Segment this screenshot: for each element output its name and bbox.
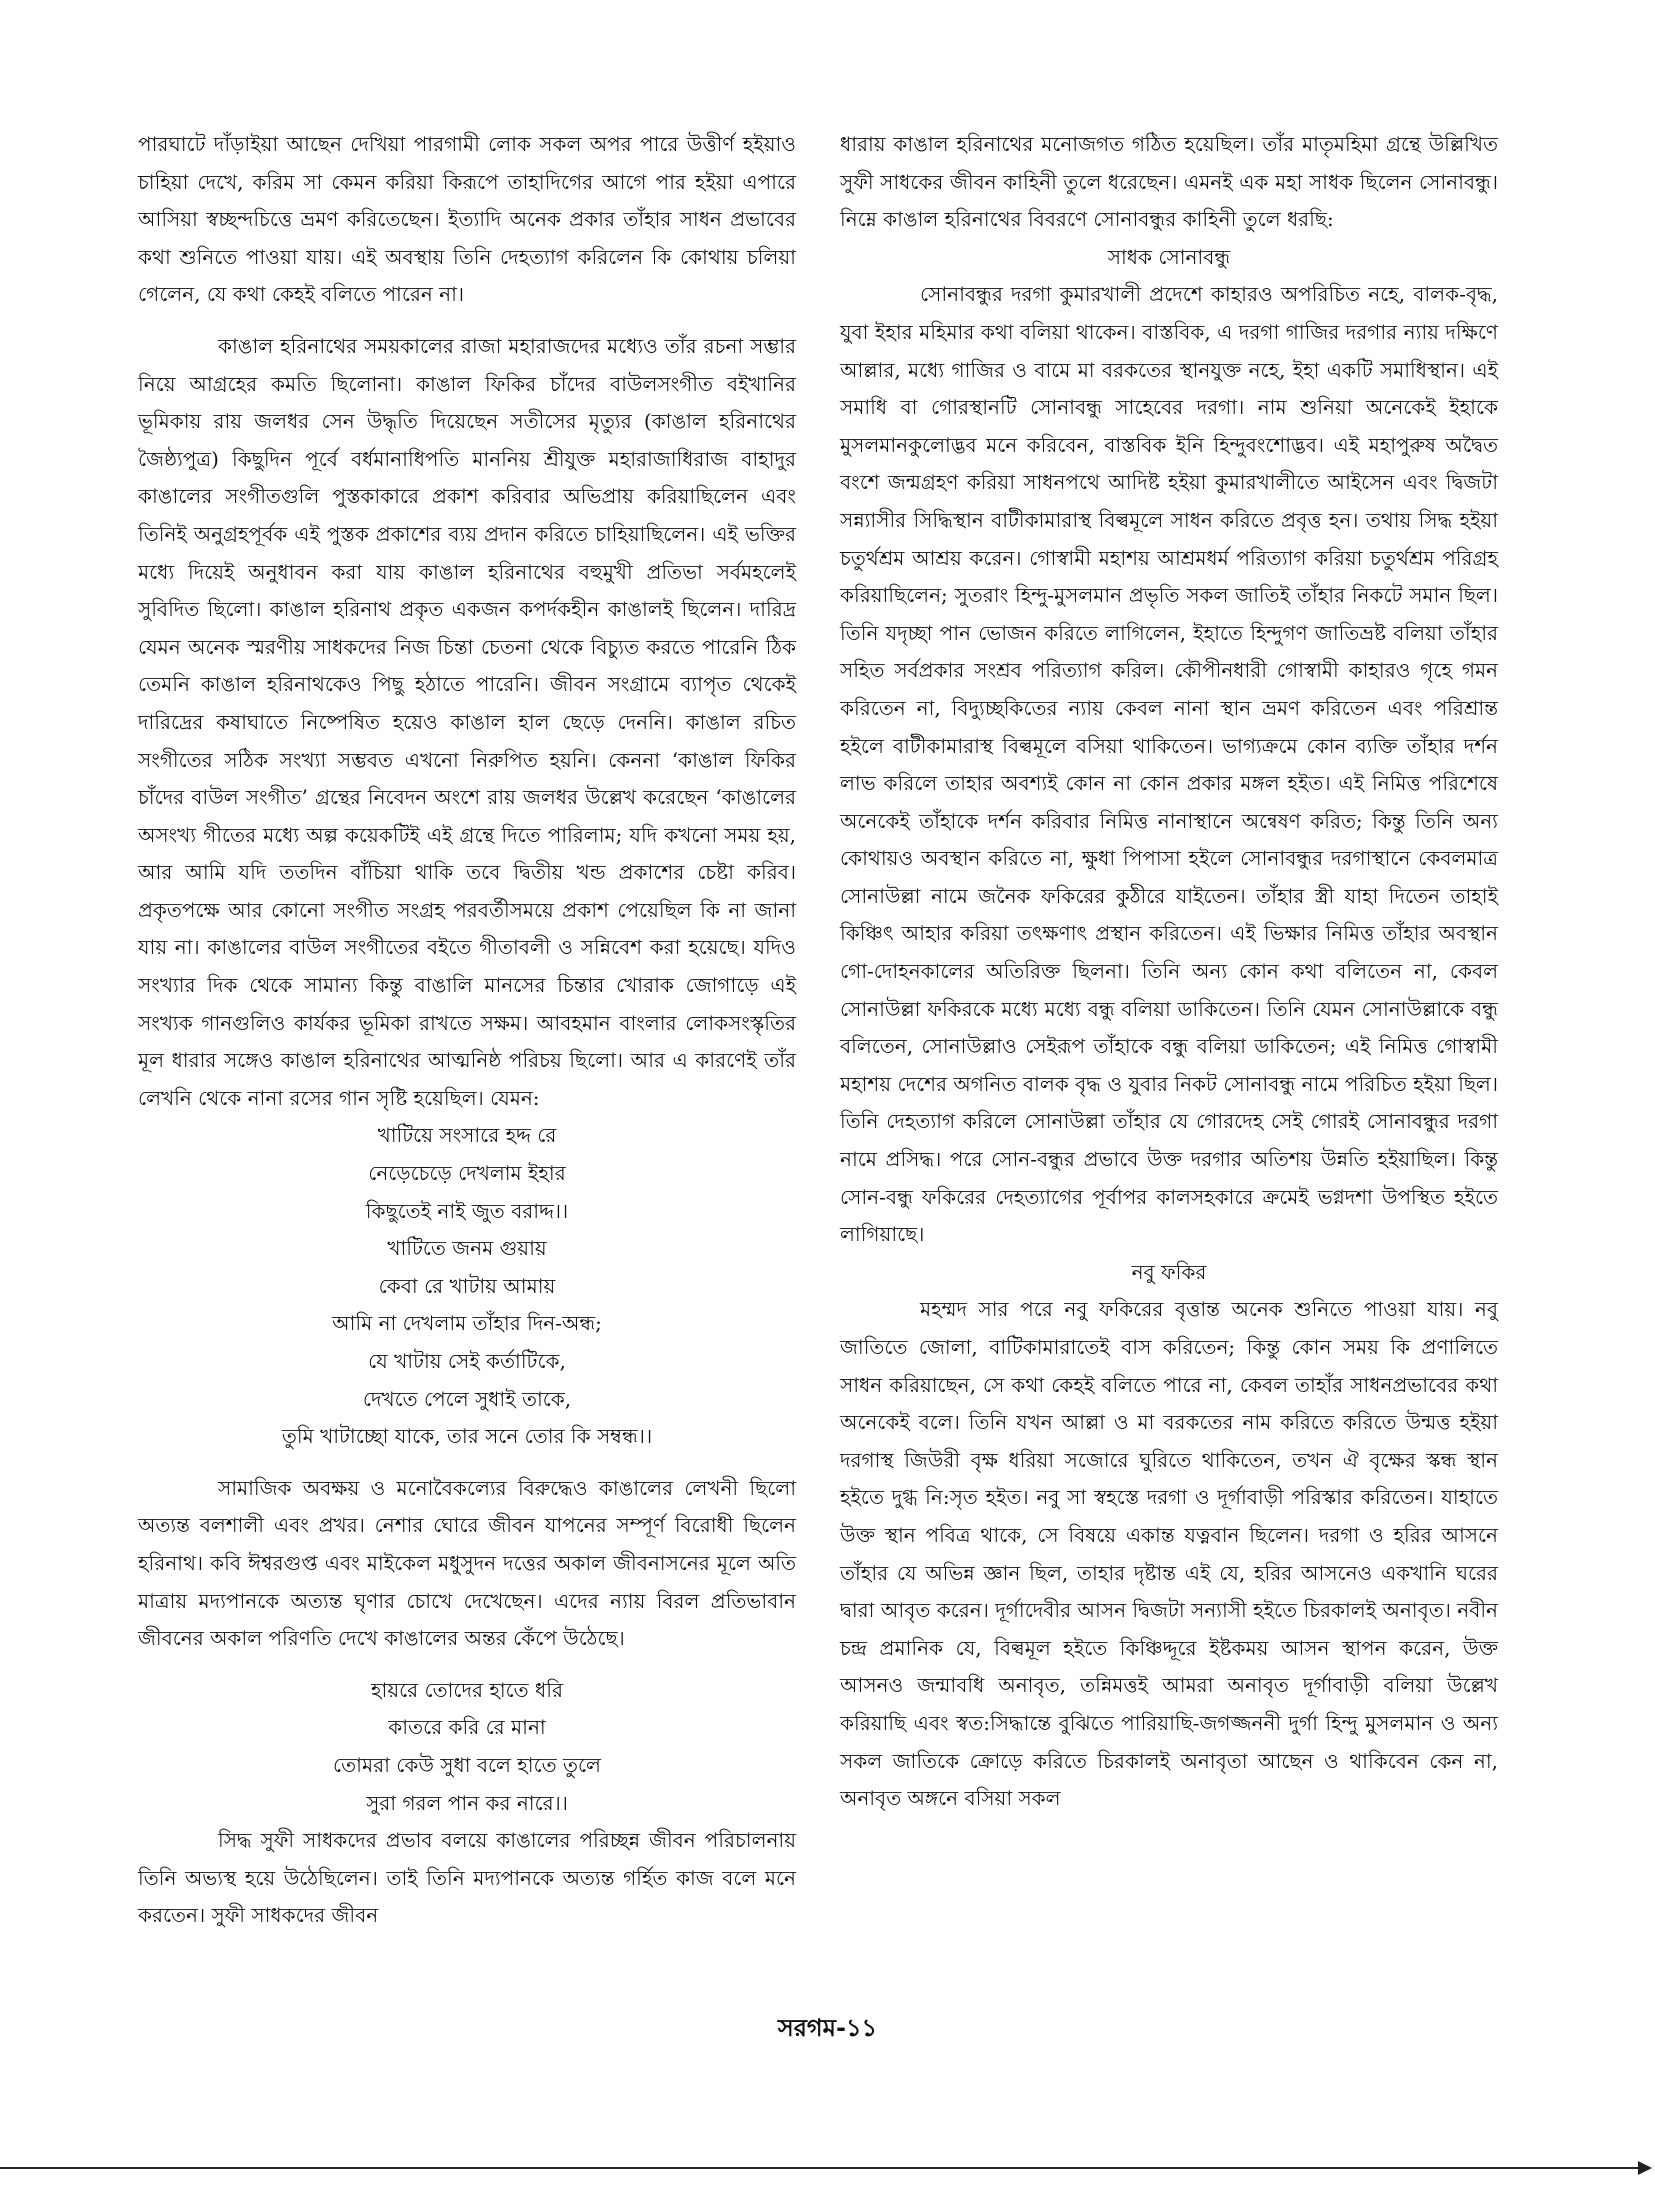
right-paragraph-3: মহম্মদ সার পরে নবু ফকিরের বৃত্তান্ত অনেক শুনিতে পাওয়া যায়। নবু জাতিতে জোলা, বাটিকামারাতেই বাস করিতেন; কিন্তু কোন সময় কি প্রণালিতে সাধন করিয়াছেন, সে কথা কেহই বলিতে পারে না, কেবল তাহাঁর সাধনপ্রভাবের কথা অনেকেই বলে। তিনি যখন আল্লা ও মা বরকতের নাম করিতে করিতে উন্মত্ত হইয়া দরগাস্থ জিউরী বৃক্ষ ধরিয়া সজোরে ঘুরিতে থাকিতেন, তখন ঐ বৃক্ষের স্কন্ধ স্থান হইতে দুগ্ধ নি:সৃত হইত। নবু সা স্বহস্তে দরগা ও দূর্গাবাড়ী পরিস্কার করিতেন। যাহাতে উক্ত স্থান পবিত্র থাকে, সে বিষয়ে একান্ত যত্নবান ছিলেন। দরগা ও হরির আসনে তাঁহার যে অভিন্ন জ্ঞান ছিল, তাহার দৃষ্টান্ত এই যে, হরির আসনেও একখানি ঘরের দ্বারা আবৃত করেন। দূর্গাদেবীর আসন দ্বিজটা সন্যাসী হইতে চিরকালই অনাবৃত। নবীন চন্দ্র প্রমানিক যে, বিল্বমূল হইতে কিঞ্চিদ্দূরে ইষ্টকময় আসন স্থাপন করেন, উক্ত আসনও জন্মাবধি অনাবৃত, তন্নিমত্তই আমরা অনাবৃত দূর্গাবাড়ী বলিয়া উল্লেখ করিয়াছি এবং স্বত:সিদ্ধান্তে বুঝিতে পারিয়াছি-জগজ্জননী দুর্গা হিন্দু মুসলমান ও অন্য সকল জাতিকে ক্রোড়ে করিতে চিরকালই অনাবৃতা আছেন ও থাকিবেন কেন না, অনাবৃত অঙ্গনে বসিয়া সকল bbox=[840, 1297, 1498, 1811]
verse-line: আমি না দেখলাম তাঁহার দিন-অন্ধ; bbox=[332, 1311, 602, 1336]
verse-2 bbox=[138, 1672, 796, 1822]
verse-line: দেখতে পেলে সুধাই তাকে, bbox=[362, 1386, 572, 1411]
verse-line: কিছুতেই নাই জুত বরাদ্দ।। bbox=[365, 1198, 569, 1223]
verse-line: হায়রে তোদের হাতে ধরি bbox=[371, 1677, 563, 1702]
right-paragraph-2: সোনাবন্ধুর দরগা কুমারখালী প্রদেশে কাহারও অপরিচিত নহে, বালক-বৃদ্ধ, যুবা ইহার মহিমার কথা বলিয়া থাকেন। বাস্তবিক, এ দরগা গাজির দরগার ন্যায় দক্ষিণে আল্লার, মধ্যে গাজির ও বামে মা বরকতের স্থানযুক্ত নহে, ইহা একটি সমাধিস্থান। এই সমাধি বা গোরস্থানটি সোনাবন্ধু সাহেবের দরগা। নাম শুনিয়া অনেকেই ইহাকে মুসলমানকুলোদ্ভব মনে করিবেন, বাস্তবিক ইনি হিন্দুবংশোদ্ভব। এই মহাপুরুষ অদ্বৈত বংশে জন্মগ্রহণ করিয়া সাধনপথে আদিষ্ট হইয়া কুমারখালীতে আইসেন এবং দ্বিজটা সন্ন্যাসীর সিদ্ধিস্থান বাটীকামারাস্থ বিল্বমূলে সাধন করিতে প্রবৃত্ত হন। তথায় সিদ্ধ হইয়া চতুর্থশ্রম আশ্রয় করেন। গোস্বামী মহাশয় আশ্রমধর্ম পরিত্যাগ করিয়া চতুর্থশ্রম পরিগ্রহ করিয়াছিলেন; সুতরাং হিন্দু-মুসলমান প্রভৃতি সকল জাতিই তাঁহার নিকটে সমান ছিল। তিনি যদৃচ্ছা পান ভোজন করিতে লাগিলেন, ইহাতে হিন্দুগণ জাতিভ্রষ্ট বলিয়া তাঁহার সহিত সর্বপ্রকার সংশ্রব পরিত্যাগ করিল। কৌপীনধারী গোস্বামী কাহারও গৃহে গমন করিতেন না, বিদ্যুচ্ছকিতের ন্যায় কেবল নানা স্থান ভ্রমণ করিতেন এবং পরিশ্রান্ত হইলে বাটীকামারাস্থ বিল্বমূলে বসিয়া থাকিতেন। ভাগ্যক্রমে কোন ব্যক্তি তাঁহার দর্শন লাভ করিলে তাহার অবশ্যই কোন না কোন প্রকার মঙ্গল হইত। এই নিমিত্ত পরিশেষে অনেকেই তাঁহাকে দর্শন করিবার নিমিত্ত নানাস্থানে অন্বেষণ করিত; কিন্তু তিনি অন্য কোথায়ও অবস্থান করিতে না, ক্ষুধা পিপাসা হইলে সোনাবন্ধুর দরগাস্থানে কেবলমাত্র সোনাউল্লা নামে জনৈক ফকিরের কুঠীরে যাইতেন। তাঁহার স্ত্রী যাহা দিতেন তাহাই কিঞ্চিৎ আহার করিয়া তৎক্ষণাৎ প্রস্থান করিতেন। এই ভিক্ষার নিমিত্ত তাঁহার অবস্থান গো-দোহনকালের অতিরিক্ত ছিলনা। তিনি অন্য কোন কথা বলিতেন না, কেবল সোনাউল্লা ফকিরকে মধ্যে মধ্যে বন্ধু বলিয়া ডাকিতেন। তিনি যেমন সোনাউল্লাকে বন্ধু বলিতেন, সোনাউল্লাও সেইরূপ তাঁহাকে বন্ধু বলিয়া ডাকিতেন; এই নিমিত্ত গোস্বামী মহাশয় দেশের অগনিত বালক বৃদ্ধ ও যুবার নিকট সোনাবন্ধু নামে পরিচিত হইয়া ছিল। তিনি দেহত্যাগ করিলে সোনাউল্লা তাঁহার যে গোরদেহ সেই গোরই সোনাবন্ধুর দরগা নামে প্রসিদ্ধ। পরে সোন-বন্ধুর প্রভাবে উক্ত দরগার অতিশয় উন্নতি হইয়াছিল। কিন্তু সোন-বন্ধু ফকিরের দেহত্যাগের পূর্বাপর কালসহকারে ক্রমেই ভগ্নদশা উপস্থিত হইতে লাগিয়াছে। bbox=[840, 282, 1498, 1247]
bottom-rule bbox=[0, 2167, 1650, 2169]
page-content bbox=[138, 126, 1498, 2006]
left-paragraph-1: পারঘাটে দাঁড়াইয়া আছেন দেখিয়া পারগামী লোক সকল অপর পারে উত্তীর্ণ হইয়াও চাহিয়া দেখে, করিম সা কেমন করিয়া কিরূপে তাহাদিগের আগে পার হইয়া এপারে আসিয়া স্বচ্ছন্দচিত্তে ভ্রমণ করিতেছেন। ইত্যাদি অনেক প্রকার তাঁহার সাধন প্রভাবের কথা শুনিতে পাওয়া যায়। এই অবস্থায় তিনি দেহত্যাগ করিলেন কি কোথায় চলিয়া গেলেন, যে কথা কেহই বলিতে পারেন না। bbox=[138, 132, 796, 307]
verse-line: তুমি খাটাচ্ছো যাকে, তার সনে তোর কি সম্বন্ধ।। bbox=[281, 1424, 653, 1449]
verse-line: তোমরা কেউ সুধা বলে হাতে তুলে bbox=[333, 1752, 601, 1777]
section-heading-nobu-fakir: নবু ফকির bbox=[1131, 1259, 1207, 1284]
verse-line: খাটিয়ে সংসারে হদ্দ রে bbox=[377, 1123, 557, 1148]
left-paragraph-4: সিদ্ধ সুফী সাধকদের প্রভাব বলয়ে কাঙালের পরিচ্ছন্ন জীবন পরিচালনায় তিনি অভ্যস্থ হয়ে উঠেছিলেন। তাই তিনি মদ্যপানকে অত্যন্ত গর্হিত কাজ বলে মনে করতেন। সুফী সাধকদের জীবন bbox=[138, 1828, 796, 1928]
verse-line: খাটিতে জনম গুয়ায় bbox=[387, 1236, 547, 1261]
verse-line: কেবা রে খাটায় আমায় bbox=[378, 1273, 556, 1298]
verse-1 bbox=[138, 1117, 796, 1455]
page-number: সরগম-১১ bbox=[777, 2014, 878, 2042]
right-paragraph-1: ধারায় কাঙাল হরিনাথের মনোজগত গঠিত হয়েছিল। তাঁর মাতৃমহিমা গ্রন্থে উল্লিখিত সুফী সাধকের জীবন কাহিনী তুলে ধরেছেন। এমনই এক মহা সাধক ছিলেন সোনাবন্ধু। নিম্নে কাঙাল হরিনাথের বিবরণে সোনাবন্ধুর কাহিনী তুলে ধরছি: bbox=[840, 132, 1498, 232]
verse-line: নেড়েচেড়ে দেখলাম ইহার bbox=[368, 1161, 566, 1186]
left-column bbox=[138, 126, 796, 1935]
verse-line: কাতরে করি রে মানা bbox=[388, 1715, 546, 1740]
section-heading-sonabondhu: সাধক সোনাবন্ধু bbox=[1107, 244, 1231, 269]
verse-line: যে খাটায় সেই কর্তাটিকে, bbox=[368, 1349, 566, 1373]
arrow-right-icon bbox=[1638, 2161, 1652, 2175]
right-column bbox=[840, 126, 1498, 1818]
left-paragraph-2: কাঙাল হরিনাথের সময়কালের রাজা মহারাজদের মধ্যেও তাঁর রচনা সম্ভার নিয়ে আগ্রহের কমতি ছিলোনা। কাঙাল ফিকির চাঁদের বাউলসংগীত বইখানির ভূমিকায় রায় জলধর সেন উদ্ধৃতি দিয়েছেন সতীসের মৃত্যুর (কাঙাল হরিনাথের জৈষ্ঠ্যপুত্র) কিছুদিন পূর্বে বর্ধমানাধিপতি মাননিয় শ্রীযুক্ত মহারাজাধিরাজ বাহাদুর কাঙালের সংগীতগুলি পুস্তকাকারে প্রকাশ করিবার অভিপ্রায় করিয়াছিলেন এবং তিনিই অনুগ্রহপূর্বক এই পুস্তক প্রকাশের ব্যয় প্রদান করিতে চাহিয়াছিলেন। এই ভক্তির মধ্যে দিয়েই অনুধাবন করা যায় কাঙাল হরিনাথের বহুমুখী প্রতিভা সর্বমহলেই সুবিদিত ছিলো। কাঙাল হরিনাথ প্রকৃত একজন কপর্দকহীন কাঙালই ছিলেন। দারিদ্র যেমন অনেক স্মরণীয় সাধকদের নিজ চিন্তা চেতনা থেকে বিচ্যুত করতে পারেনি ঠিক তেমনি কাঙাল হরিনাথকেও পিছু হঠাতে পারেনি। জীবন সংগ্রামে ব্যাপৃত থেকেই দারিদ্রের কষাঘাতে নিষ্পেষিত হয়েও কাঙাল হাল ছেড়ে দেননি। কাঙাল রচিত সংগীতের সঠিক সংখ্যা সম্ভবত এখনো নিরুপিত হয়নি। কেননা ‘কাঙাল ফিকির চাঁদের বাউল সংগীত’ গ্রন্থের নিবেদন অংশে রায় জলধর উল্লেখ করেছেন ‘কাঙালের অসংখ্য গীতের মধ্যে অল্প কয়েকটিই এই গ্রন্থে দিতে পারিলাম; যদি কখনো সময় হয়, আর আমি যদি ততদিন বাঁচিয়া থাকি তবে দ্বিতীয় খন্ড প্রকাশের চেষ্টা করিব। প্রকৃতপক্ষে আর কোনো সংগীত সংগ্রহ পরবর্তীসময়ে প্রকাশ পেয়েছিল কি না জানা যায় না। কাঙালের বাউল সংগীতের বইতে গীতাবলী ও সন্নিবেশ করা হয়েছে। যদিও সংখ্যার দিক থেকে সামান্য কিন্তু বাঙালি মানসের চিন্তার খোরাক জোগাড়ে এই সংখ্যক গানগুলিও কার্যকর ভূমিকা রাখতে সক্ষম। আবহমান বাংলার লোকসংস্কৃতির মূল ধারার সঙ্গেও কাঙাল হরিনাথের আত্মনিষ্ঠ পরিচয় ছিলো। আর এ কারণেই তাঁর লেখনি থেকে নানা রসের গান সৃষ্টি হয়েছিল। যেমন: bbox=[138, 333, 796, 1110]
verse-line: সুরা গরল পান কর নারে।। bbox=[366, 1790, 568, 1815]
left-paragraph-3: সামাজিক অবক্ষয় ও মনোবৈকল্যের বিরুদ্ধেও কাঙালের লেখনী ছিলো অত্যন্ত বলশালী এবং প্রখর। নেশার ঘোরে জীবন যাপনের সম্পূর্ণ বিরোধী ছিলেন হরিনাথ। কবি ঈশ্বরগুপ্ত এবং মাইকেল মধুসুদন দত্তের অকাল জীবনাসনের মূলে অতি মাত্রায় মদ্যপানকে অত্যন্ত ঘৃণার চোখে দেখেছেন। এদের ন্যায় বিরল প্রতিভাবান জীবনের অকাল পরিণতি দেখে কাঙালের অন্তর কেঁপে উঠেছে। bbox=[138, 1475, 796, 1651]
